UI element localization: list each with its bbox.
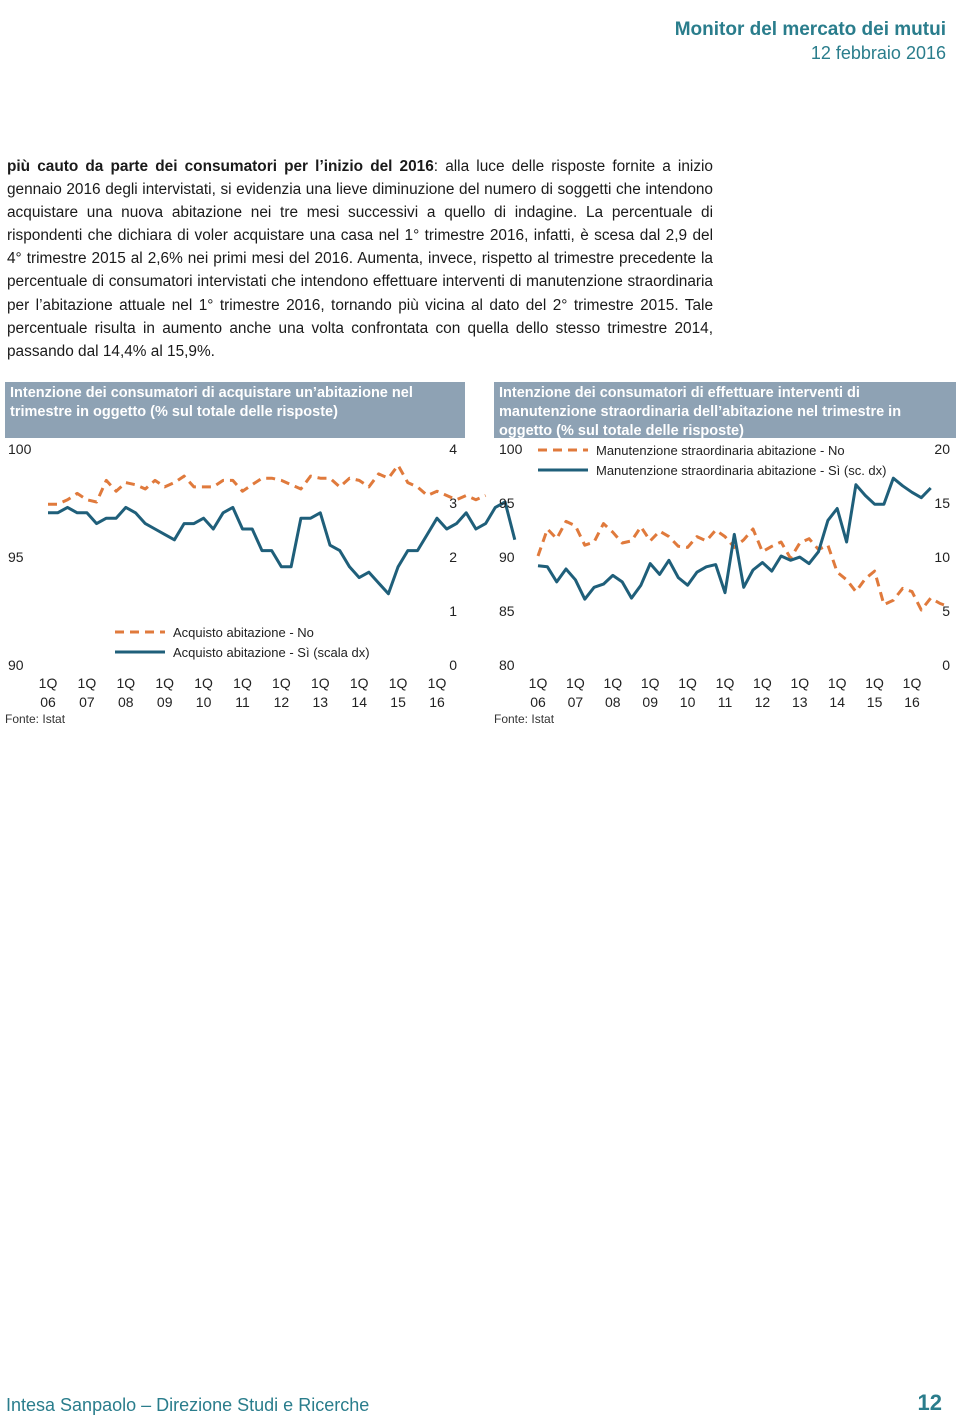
x-axis-tick: 1Q xyxy=(790,675,810,691)
x-axis-tick: 06 xyxy=(40,694,56,710)
x-axis-tick: 1Q xyxy=(678,675,697,691)
x-axis-tick: 1Q xyxy=(233,675,252,691)
left-axis-tick: 95 xyxy=(8,549,24,565)
x-axis-tick: 09 xyxy=(642,694,658,710)
x-axis-tick: 16 xyxy=(904,694,920,710)
legend-label: Manutenzione straordinaria abitazione - No xyxy=(596,443,845,458)
x-axis-tick: 10 xyxy=(679,694,696,710)
right-axis-tick: 2 xyxy=(449,549,457,565)
series-line-si xyxy=(48,502,515,594)
left-axis-tick: 100 xyxy=(8,441,32,457)
x-axis-tick: 1Q xyxy=(272,675,291,691)
x-axis-tick: 1Q xyxy=(388,675,408,691)
x-axis-tick: 10 xyxy=(195,694,212,710)
body-paragraph xyxy=(7,155,713,363)
x-axis-tick: 1Q xyxy=(528,675,548,691)
legend-label: Manutenzione straordinaria abitazione - Sì (sc. dx) xyxy=(596,463,887,478)
x-axis-tick: 1Q xyxy=(349,675,369,691)
chart-title: Intenzione dei consumatori di effettuare interventi di manutenzione straordinaria dell’abitazione nel trimestre in oggetto (% sul totale delle risposte) xyxy=(494,382,956,438)
left-axis-tick: 80 xyxy=(499,657,515,673)
x-axis-tick: 06 xyxy=(530,694,546,710)
x-axis-tick: 1Q xyxy=(753,675,772,691)
paragraph-text: : alla luce delle risposte fornite a inizio gennaio 2016 degli intervistati, si evidenzia una lieve diminuzione del numero di soggetti che intendono acquistare una nuova abitazione nei tre mesi successivi a quello di indagine. La percentuale di rispondenti che dichiara di voler acquistare una casa nel 1° trimestre 2016, infatti, è scesa dal 2,9 del 4° trimestre 2015 al 2,6% nei primi mesi del 2016. Aumenta, invece, rispetto al trimestre precedente la percentuale di consumatori intervistati che intendono effettuare interventi di manutenzione straordinaria per l’abitazione attuale nel 1° trimestre 2016, tornando più vicina al dato del 2° trimestre 2015. Tale percentuale risulta in aumento anche una volta confrontata con quella dello stesso trimestre 2014, passando dal 14,4% al 15,9%. xyxy=(7,158,713,360)
right-axis-tick: 3 xyxy=(449,495,457,511)
x-axis-tick: 12 xyxy=(273,694,290,710)
x-axis-tick: 12 xyxy=(754,694,771,710)
legend-label: Acquisto abitazione - Sì (scala dx) xyxy=(173,645,370,660)
x-axis-tick: 1Q xyxy=(427,675,447,691)
x-axis-tick: 1Q xyxy=(603,675,623,691)
x-axis-tick: 1Q xyxy=(77,675,97,691)
right-axis-tick: 1 xyxy=(449,603,457,619)
legend-label: Acquisto abitazione - No xyxy=(173,625,314,640)
x-axis-tick: 07 xyxy=(567,694,584,710)
right-axis-tick: 5 xyxy=(942,603,950,619)
x-axis-tick: 13 xyxy=(792,694,808,710)
chart-title: Intenzione dei consumatori di acquistare un’abitazione nel trimestre in oggetto (% sul totale delle risposte) xyxy=(5,382,465,438)
x-axis-tick: 11 xyxy=(717,694,733,710)
x-axis-tick: 1Q xyxy=(865,675,884,691)
x-axis-tick: 08 xyxy=(605,694,621,710)
right-axis-tick: 20 xyxy=(934,441,950,457)
x-axis-tick: 14 xyxy=(351,694,367,710)
page-number: 12 xyxy=(917,1390,942,1415)
x-axis-tick: 15 xyxy=(866,694,883,710)
chart-source: Fonte: Istat xyxy=(494,712,555,726)
chart-acquisto xyxy=(5,382,465,742)
x-axis-tick: 1Q xyxy=(566,675,585,691)
x-axis-tick: 1Q xyxy=(640,675,660,691)
series-line-no xyxy=(538,521,949,610)
x-axis-tick: 14 xyxy=(829,694,845,710)
right-axis-tick: 0 xyxy=(449,657,457,673)
left-axis-tick: 90 xyxy=(8,657,24,673)
left-axis-tick: 90 xyxy=(499,549,515,565)
left-axis-tick: 85 xyxy=(499,603,515,619)
x-axis-tick: 07 xyxy=(79,694,95,710)
series-line-no xyxy=(48,465,486,504)
chart-plot xyxy=(494,438,956,718)
x-axis-tick: 13 xyxy=(312,694,329,710)
x-axis-tick: 09 xyxy=(156,694,173,710)
chart-plot xyxy=(5,438,465,718)
chart-manutenzione xyxy=(494,382,954,742)
x-axis-tick: 16 xyxy=(429,694,445,710)
chart-source: Fonte: Istat xyxy=(5,712,66,726)
left-axis-tick: 100 xyxy=(499,441,523,457)
left-axis-tick: 95 xyxy=(499,495,515,511)
x-axis-tick: 1Q xyxy=(715,675,735,691)
x-axis-tick: 1Q xyxy=(310,675,330,691)
x-axis-tick: 1Q xyxy=(38,675,58,691)
footer-text: Intesa Sanpaolo – Direzione Studi e Ricerche xyxy=(6,1395,370,1415)
header-title: Monitor del mercato dei mutui xyxy=(674,19,946,40)
x-axis-tick: 15 xyxy=(390,694,406,710)
right-axis-tick: 0 xyxy=(942,657,950,673)
paragraph-lead: più cauto da parte dei consumatori per l’inizio del 2016 xyxy=(7,158,434,175)
right-axis-tick: 15 xyxy=(934,495,950,511)
x-axis-tick: 1Q xyxy=(155,675,175,691)
x-axis-tick: 1Q xyxy=(827,675,847,691)
x-axis-tick: 1Q xyxy=(194,675,213,691)
header-date: 12 febbraio 2016 xyxy=(810,43,946,63)
x-axis-tick: 1Q xyxy=(116,675,136,691)
x-axis-tick: 08 xyxy=(118,694,134,710)
x-axis-tick: 11 xyxy=(235,694,250,710)
x-axis-tick: 1Q xyxy=(902,675,922,691)
right-axis-tick: 10 xyxy=(934,549,950,565)
right-axis-tick: 4 xyxy=(449,441,457,457)
